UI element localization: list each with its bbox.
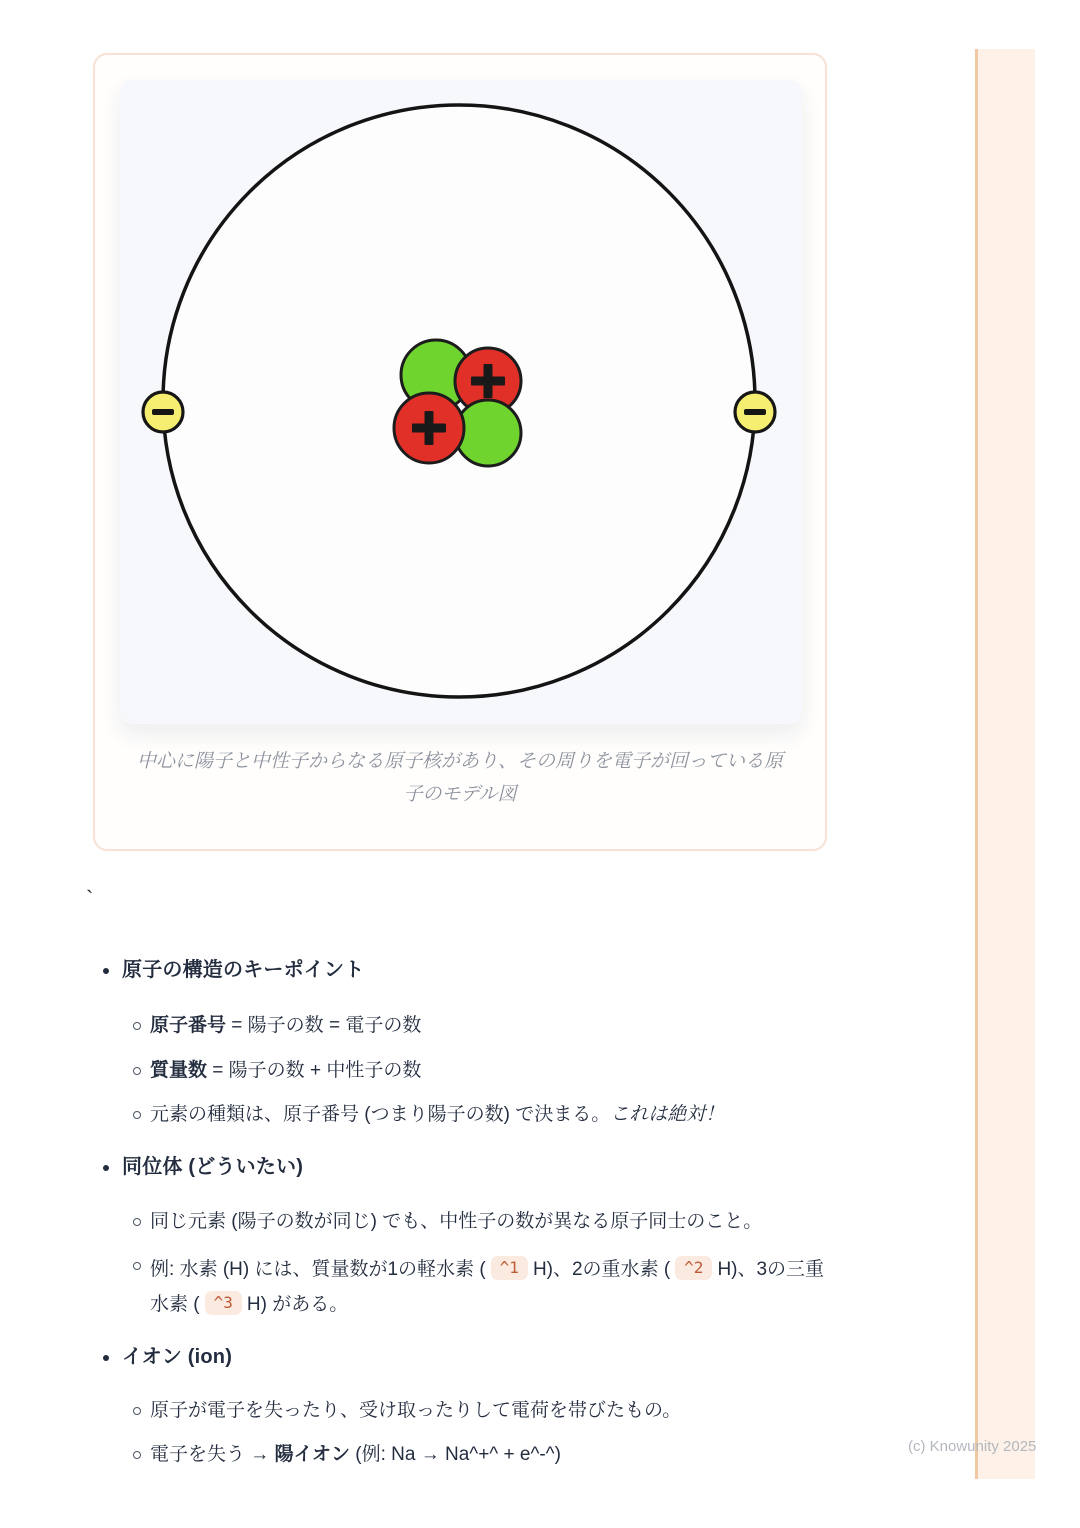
item-atomic-number (133, 1012, 421, 1040)
item-text-part: H) がある。 (246, 1294, 349, 1315)
code-badge-sup2: ^2 (675, 1256, 712, 1280)
bullet-circle-icon (133, 1067, 141, 1075)
bullet-circle-icon (133, 1262, 141, 1270)
bullet-dot-icon (103, 968, 109, 974)
electron-left (143, 392, 183, 432)
item-text-rest: = 陽子の数 = 電子の数 (226, 1015, 422, 1036)
bullet-circle-icon (133, 1451, 141, 1459)
item-text-italic: これは絶対！ (610, 1104, 725, 1125)
item-isotope-definition (133, 1208, 762, 1236)
electron-minus-icon (152, 409, 174, 415)
figure-caption: 中心に陽子と中性子からなる原子核があり、その周りを電子が回っている原子のモデル図 (136, 751, 783, 805)
item-text-part: H)、3の三重水素 ( (150, 1259, 825, 1315)
item-text (150, 1101, 724, 1129)
item-text (150, 1441, 561, 1469)
item-text (150, 1012, 421, 1040)
item-text-bold: 原子番号 (150, 1015, 227, 1036)
item-text-part: (例: Na → Na^+^ + e^-^) (350, 1444, 561, 1465)
item-hydrogen-isotopes (133, 1252, 828, 1322)
item-text-bold: 質量数 (150, 1060, 208, 1081)
bullet-circle-icon (133, 1111, 141, 1119)
bullet-circle-icon (133, 1218, 141, 1226)
item-cation (133, 1441, 561, 1469)
section-title: イオン (ion) (122, 1346, 233, 1368)
item-element-kind (133, 1101, 724, 1129)
item-text (150, 1252, 828, 1322)
section-atom-structure (103, 956, 364, 984)
item-text-bold: 陽イオン (274, 1444, 350, 1465)
item-text (150, 1057, 421, 1085)
section-title: 同位体 (どういたい) (122, 1156, 304, 1178)
atom-diagram-panel (120, 80, 802, 724)
nucleus (394, 340, 521, 466)
code-badge-sup1: ^1 (491, 1256, 528, 1280)
item-text: 原子が電子を失ったり、受け取ったりして電荷を帯びたもの。 (150, 1400, 682, 1421)
bullet-circle-icon (133, 1022, 141, 1030)
stray-backtick: ` (86, 886, 94, 911)
item-text-part: H)、2の重水素 ( (532, 1259, 671, 1280)
item-text-part: 例: 水素 (H) には、質量数が1の軽水素 ( (150, 1259, 486, 1280)
bullet-circle-icon (133, 1407, 141, 1415)
copyright-watermark: (c) Knowunity 2025 (908, 1438, 1037, 1455)
item-text-part: 電子を失う → (150, 1444, 275, 1465)
section-title: 原子の構造のキーポイント (122, 959, 365, 981)
item-ion-definition (133, 1397, 681, 1425)
item-text-main: 元素の種類は、原子番号 (つまり陽子の数) で決まる。 (150, 1104, 611, 1125)
right-accent-bar (975, 49, 1035, 1479)
code-badge-sup3: ^3 (205, 1291, 242, 1315)
item-text-rest: = 陽子の数 + 中性子の数 (207, 1060, 422, 1081)
bullet-dot-icon (103, 1355, 109, 1361)
bullet-dot-icon (103, 1165, 109, 1171)
section-isotope (103, 1153, 303, 1181)
atom-model-diagram (120, 80, 802, 724)
figure-card (93, 53, 827, 851)
item-mass-number (133, 1057, 421, 1085)
section-ion (103, 1343, 232, 1371)
electron-right (735, 392, 775, 432)
electron-minus-icon (744, 409, 766, 415)
item-text: 同じ元素 (陽子の数が同じ) でも、中性子の数が異なる原子同士のこと。 (150, 1211, 763, 1232)
